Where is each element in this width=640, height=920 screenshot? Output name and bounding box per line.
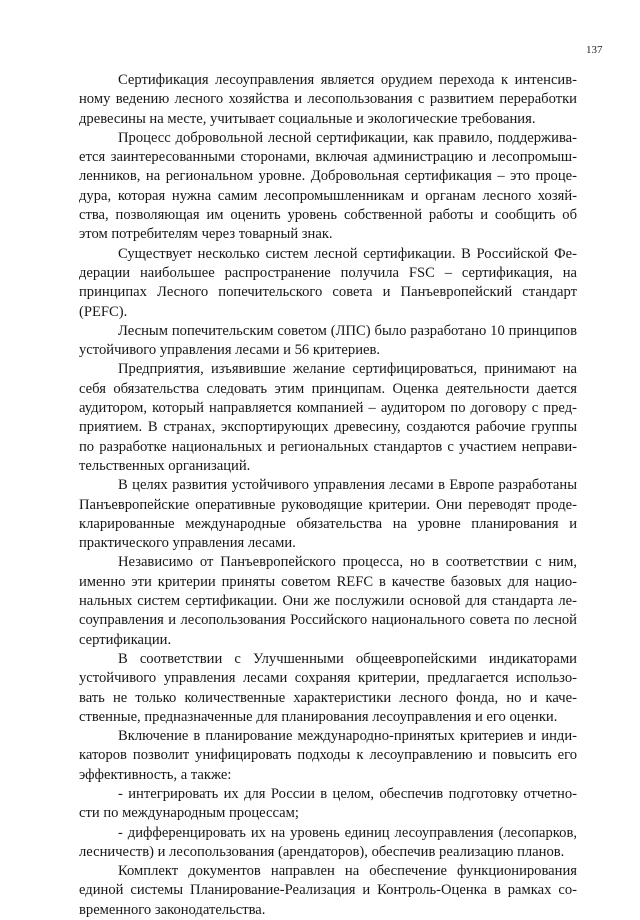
text-line: временного законодательства. <box>79 901 266 918</box>
text-line: единой системы Планирование-Реализация и Контроль-Оценка в рамках со- <box>79 882 577 899</box>
text-line: ется заинтересованными сторонами, включая администрацию и лесопромыш- <box>79 149 577 166</box>
body-text <box>79 71 577 920</box>
text-line: вать не только количественные характеристики лесного фонда, но и каче- <box>79 689 577 706</box>
text-line: В соответствии с Улучшенными общеевропейскими индикаторами <box>118 650 577 667</box>
text-line: ному ведению лесного хозяйства и лесопользования с развитием переработки <box>79 91 577 108</box>
text-line: Комплект документов направлен на обеспечение функционирования <box>118 863 577 880</box>
text-line: именно эти критерии приняты советом REFC в качестве базовых для нацио- <box>79 573 577 590</box>
text-line: древесины на месте, учитывает социальные и экологические требования. <box>79 110 536 127</box>
text-line: Панъевропейские оперативные руководящие критерии. Они переводят проде- <box>79 496 577 513</box>
text-line: соуправления и лесопользования Российского национального совета по лесной <box>79 612 577 629</box>
text-line: устойчивого управления лесами сохраняя критерии, предлагается использо- <box>79 670 577 687</box>
text-line: сти по международным процессам; <box>79 805 299 822</box>
text-line: принципах Лесного попечительского совета и Панъевропейский стандарт <box>79 284 577 301</box>
text-line: нальных систем сертификации. Они же послужили основой для стандарта ле- <box>79 593 577 610</box>
text-line: - дифференцировать их на уровень единиц лесоуправления (лесопарков, <box>118 824 577 841</box>
text-line: (PEFC). <box>79 303 128 320</box>
text-line: каторов позволит унифицировать подходы к лесоуправлению и повысить его <box>79 747 577 764</box>
text-line: ства, позволяющая им оценить уровень собственной работы и сообщить об <box>79 207 577 224</box>
text-line: устойчивого управления лесами и 56 критериев. <box>79 342 381 359</box>
page-number: 137 <box>586 44 603 56</box>
text-line: дерации наибольшее распространение получила FSC – сертификация, на <box>79 264 577 281</box>
text-line: Существует несколько систем лесной сертификации. В Российской Фе- <box>118 245 577 262</box>
text-line: Включение в планирование международно-принятых критериев и инди- <box>118 728 577 745</box>
text-line: Предприятия, изъявившие желание сертифицироваться, принимают на <box>118 361 577 378</box>
text-line: тельственных организаций. <box>79 457 251 474</box>
text-line: по разработке национальных и региональных стандартов с участием неправи- <box>79 438 577 455</box>
text-line: лесничеств) и лесопользования (арендаторов), обеспечив реализацию планов. <box>79 843 565 860</box>
text-line: Независимо от Панъевропейского процесса, но в соответствии с ним, <box>118 554 577 571</box>
text-line: Сертификация лесоуправления является орудием перехода к интенсив- <box>118 72 577 88</box>
text-line: практического управления лесами. <box>79 535 296 552</box>
text-line: кларированные международные обязательства на уровне планирования и <box>79 515 577 532</box>
text-line: сертификации. <box>79 631 172 648</box>
text-line: ственные, предназначенные для планирования лесоуправления и его оценки. <box>79 708 558 725</box>
text-line: приятием. В странах, экспортирующих древесину, создаются рабочие группы <box>79 419 577 436</box>
text-line: Лесным попечительским советом (ЛПС) было разработано 10 принципов <box>118 322 577 339</box>
text-line: - интегрировать их для России в целом, обеспечив подготовку отчетно- <box>118 785 577 802</box>
text-line: ленников, на региональном уровне. Добровольная сертификация – это проце- <box>79 168 577 185</box>
text-line: Процесс добровольной лесной сертификации, как правило, поддержива- <box>118 129 577 146</box>
text-line: дура, которая нужна самим лесопромышленникам и органам лесного хозяй- <box>79 187 577 204</box>
text-line: аудитором, который направляется компанией – аудитором по договору с пред- <box>79 400 577 417</box>
text-line: В целях развития устойчивого управления лесами в Европе разработаны <box>118 477 577 494</box>
text-line: себя обязательства следовать этим принципам. Оценка деятельности дается <box>79 380 577 397</box>
text-line: этом потребителям через товарный знак. <box>79 226 333 243</box>
text-line: эффективность, а также: <box>79 766 232 783</box>
